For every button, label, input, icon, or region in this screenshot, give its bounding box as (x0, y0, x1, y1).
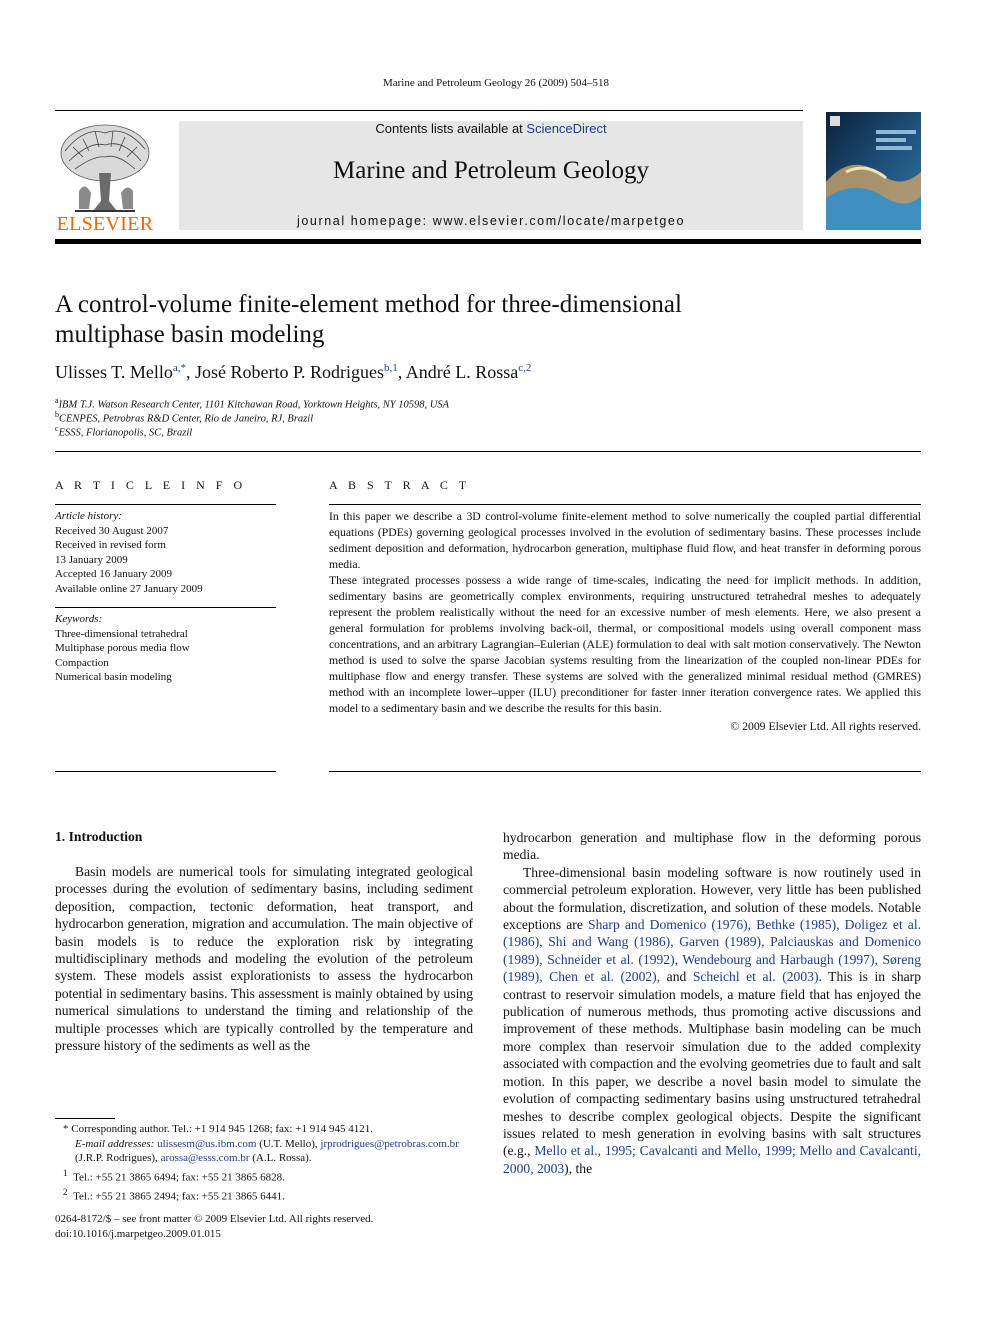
section-rule (55, 451, 921, 452)
author-list: Ulisses T. Mello$^{a,*}$, José Roberto P. Rodrigues$^{b,1}$, André L. Rossa$^{c,2}$ (55, 362, 532, 382)
title-line-1: A control-volume finite-element method for three-dimensional (55, 291, 682, 318)
sciencedirect-link[interactable]: ScienceDirect (526, 121, 607, 136)
contents-line (179, 121, 803, 136)
journal-homepage[interactable]: journal homepage: www.elsevier.com/locate/marpetgeo (296, 214, 685, 228)
abstract-rule (329, 504, 921, 505)
email-link[interactable]: ulissesm@us.ibm.com (157, 1137, 257, 1150)
issn-line: 0264-8172/$ – see front matter © 2009 Elsevier Ltd. All rights reserved. (55, 1213, 374, 1225)
author-name: André L. Rossa (405, 362, 519, 382)
intro-text: Three-dimensional basin modeling software is now routinely used in commercial petroleum exploration. However, very little has been published about the formulation, discretization, and solution of these models. Notable exceptions are (503, 864, 921, 933)
affiliation-text: ESSS, Florianopolis, SC, Brazil (58, 427, 193, 439)
corresponding-author-note: * Corresponding author. Tel.: +1 914 945 1268; fax: +1 914 945 4121. (63, 1123, 373, 1135)
intro-text: . This is in sharp contrast to reservoir simulation models, a mature field that has enjoyed the publication of numerous methods, thus promoting active discussions and improvement of these methods. Multiphase basin modeling can be much more complex than reservoir simulation due to the added complexity associated with compaction and the evolving geometries due to fault and salt motion. In this paper, we describe a novel basin model to simulate the evolution of compacting sedimentary basins using unstructured tetrahedral meshes to describe complex geological objects. Despite the significant issues related to mesh generation in evolving basins with salt structures (e.g., (503, 969, 922, 1159)
abstract-paragraph: These integrated processes possess a wide range of time-scales, indicating the need for implicit methods. In addition, sedimentary basins are geometrically complex environments, requiring unstructured tetrahedral meshes to adequately represent the problem realistically without the need for an excessive number of mesh elements. Here, we also present a general formulation for problems involving back-oil, thermal, or compositional models using overall component mass concentrations, and an arbitrary Lagrangian–Eulerian (ALE) formulation to deal with salt motion conservatively. The Newton method is used to solve the sparse Jacobian systems resulting from the linearization of the coupled non-linear PDEs for multiphase flow and energy transfer. These systems are solved with the generalized minimal residual method (GMRES) method with an incomplete lower–upper (ILU) preconditioner for faster inner iteration convergence rates. We applied this model to a sedimentary basin and we describe the results for this basin. (329, 574, 921, 715)
contents-prefix: Contents lists available at (375, 121, 527, 136)
title-line-2: multiphase basin modeling (55, 321, 325, 348)
email-owner: (J.R.P. Rodrigues), (75, 1152, 161, 1165)
intro-text: ), the (564, 1160, 593, 1176)
history-item: 13 January 2009 (55, 553, 128, 566)
header-thick-rule (55, 239, 921, 244)
keyword: Multiphase porous media flow (55, 642, 190, 654)
email-label: E-mail addresses: (75, 1137, 155, 1150)
footnote-rule (55, 1118, 115, 1119)
intro-paragraph: hydrocarbon generation and multiphase flow in the deforming porous media. (503, 830, 921, 863)
abstract-paragraph: In this paper we describe a 3D control-volume finite-element method to solve numerically the coupled partial differential equations (PDEs) governing geological processes involved in the evolution of sedimentary basins. These processes include sediment deposition and deformation, hydrocarbon generation, multiphase fluid flow, and heat transfer in deforming porous media. (329, 510, 921, 571)
abstract-copyright: © 2009 Elsevier Ltd. All rights reserved. (730, 720, 921, 733)
keyword: Numerical basin modeling (55, 671, 172, 683)
affiliation-mark: c (55, 424, 59, 433)
abstract-heading: A B S T R A C T (329, 478, 471, 492)
citation-link[interactable]: Scheichl et al. (2003) (692, 969, 819, 985)
citation-links[interactable]: Sharp and Domenico (1976), Bethke (1985), Doligez et al. (1986), Shi and Wang (1986), Garven (1989), Palciauskas and Domenico (1989), Schneider et al. (1992), Wendebourg and Harbaugh (1997), Søreng (1989), Chen et al. (2002), (503, 917, 921, 985)
affiliation-mark: a (55, 396, 59, 405)
email-owner: (U.T. Mello), (256, 1137, 321, 1150)
email-addresses (55, 1137, 473, 1166)
email-link[interactable]: arossa@esss.com.br (160, 1152, 250, 1165)
journal-cover-image[interactable] (826, 112, 921, 230)
keywords-rule (55, 607, 276, 608)
footnote-text: Tel.: +55 21 3865 2494; fax: +55 21 3865 6441. (73, 1190, 285, 1203)
affiliation-text: IBM T.J. Watson Research Center, 1101 Kitchawan Road, Yorktown Heights, NY 10598, USA (58, 399, 450, 411)
doi-line[interactable]: doi:10.1016/j.marpetgeo.2009.01.015 (55, 1227, 221, 1240)
journal-reference: Marine and Petroleum Geology 26 (2009) 504–518 (382, 77, 610, 89)
affiliation-mark: b (55, 410, 59, 419)
intro-paragraph (503, 864, 921, 1177)
intro-left-column (55, 863, 473, 1054)
history-item: Received 30 August 2007 (55, 524, 169, 537)
affiliation (55, 424, 192, 439)
article-history (55, 509, 276, 596)
footnote-mark: 1 (63, 1167, 68, 1178)
front-matter (55, 1212, 535, 1241)
top-rule (55, 110, 803, 111)
author-affiliation-mark[interactable]: b,1 (383, 362, 398, 374)
keywords-label: Keywords: (55, 613, 103, 625)
footnote-mark: 2 (63, 1187, 68, 1198)
author-affiliation-mark[interactable]: c,2 (518, 362, 532, 374)
history-item: Accepted 16 January 2009 (55, 568, 172, 580)
footnote-2 (55, 1185, 473, 1204)
section-heading-introduction: 1. Introduction (55, 829, 143, 844)
footnotes (55, 1122, 473, 1204)
abstract-body (329, 509, 921, 735)
author-affiliation-mark[interactable]: a,* (172, 362, 186, 374)
abstract-bottom-rule (329, 771, 921, 772)
intro-paragraph: Basin models are numerical tools for simulating integrated geological processes during the evolution of sedimentary basins, including sediment deposition, compaction, tectonic deformation, heat transport, and hydrocarbon generation, migration and accumulation. The main objective of basin models is to reduce the exploration risk by integrating multidisciplinary methods and modeling the evolution of the petroleum system. These models assist explorationists to assess the hydrocarbon potential in sedimentary basins. This assessment is mainly obtained by using numerical simulations to understand the timing and relationship of the multiple processes which are typically controlled by the temperature and pressure history of the sediments as well as the (55, 864, 473, 1054)
affiliation (55, 410, 313, 425)
paper-title (55, 290, 815, 350)
keyword: Compaction (55, 656, 109, 669)
footnote-text: Tel.: +55 21 3865 6494; fax: +55 21 3865 6828. (73, 1171, 285, 1184)
history-item: Received in revised form (55, 539, 166, 551)
history-item: Available online 27 January 2009 (55, 582, 203, 595)
elsevier-wordmark: ELSEVIER (56, 213, 154, 235)
journal-title[interactable]: Marine and Petroleum Geology (333, 157, 649, 184)
intro-right-column (503, 829, 921, 1177)
intro-text: and (660, 969, 693, 985)
article-history-label: Article history: (55, 510, 122, 522)
author-name: Ulisses T. Mello (55, 362, 173, 382)
keyword: Three-dimensional tetrahedral (55, 627, 188, 640)
author-name: José Roberto P. Rodrigues (194, 362, 384, 382)
article-info-rule (55, 504, 276, 505)
article-info-heading: A R T I C L E I N F O (55, 478, 247, 492)
affiliation-text: CENPES, Petrobras R&D Center, Rio de Janeiro, RJ, Brazil (59, 413, 314, 425)
affiliation (55, 396, 449, 411)
email-link[interactable]: jrprodrigues@petrobras.com.br (320, 1137, 459, 1150)
citation-links[interactable]: Mello et al., 1995; Cavalcanti and Mello, 1999; Mello and Cavalcanti, 2000, 2003 (503, 1143, 921, 1176)
footnote-1 (55, 1166, 473, 1185)
email-owner: (A.L. Rossa). (249, 1152, 312, 1165)
keywords (55, 612, 276, 685)
article-info-bottom-rule (55, 771, 276, 772)
